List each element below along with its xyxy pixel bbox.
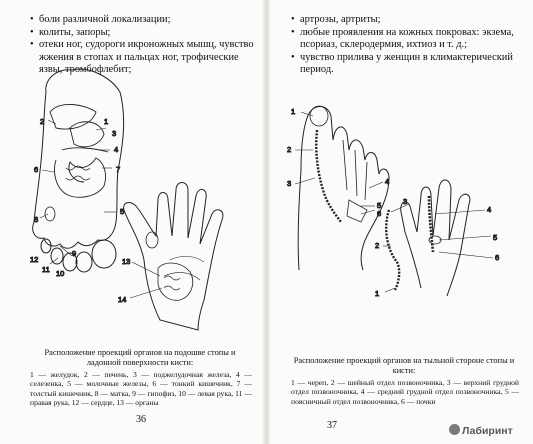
big-toe: [92, 240, 116, 268]
palm-organs: [158, 263, 193, 300]
bullet-item: • любые проявления на кожных покровах: экзема, псориаз, склеродермия, ихтиоз и т. д.;: [291, 27, 523, 52]
palm-outline: [124, 183, 223, 331]
label-10: 10: [56, 269, 65, 278]
toe: [76, 252, 92, 272]
label-1: 1: [375, 289, 380, 298]
figure-caption: Расположение проекций органов на тыльной стороне стопы и кисти:: [293, 356, 515, 375]
foot-sole-outline: [33, 69, 124, 248]
label-5: 5: [120, 207, 125, 216]
figure-legend: 1 — череп, 2 — шейный отдел позвоночника, 3 — верхний грудной отдел позвоночника, 4 — средний грудной отдел позвоночника, 5 — поясничный отдел позвоночника, 6 — почки: [291, 378, 519, 406]
page-number: 37: [327, 420, 337, 431]
bullet-item: • отеки ног, судороги икроножных мышц, чувство жжения в стопах и пальцах ног, трофические язвы, тромбофлебит;: [30, 39, 258, 77]
label-1: 1: [291, 107, 296, 116]
bullet-item: • колиты, запоры;: [30, 27, 258, 40]
label-6: 6: [34, 165, 39, 174]
spine-on-foot: [316, 130, 341, 222]
hand-dorsum-outline: [401, 180, 470, 296]
page-number: 36: [136, 414, 146, 425]
label-2: 2: [287, 145, 292, 154]
spine-on-wrist: [386, 210, 399, 290]
label-6: 6: [495, 253, 500, 262]
label-4: 4: [385, 177, 390, 186]
intestine-coils: [66, 166, 90, 180]
label-13: 13: [122, 257, 131, 266]
label-2: 2: [375, 241, 380, 250]
label-3: 3: [403, 197, 408, 206]
label-14: 14: [118, 295, 127, 304]
label-3: 3: [287, 179, 292, 188]
label-2: 2: [40, 117, 45, 126]
label-7: 7: [116, 165, 121, 174]
label-1: 1: [104, 117, 109, 126]
label-8: 8: [34, 215, 39, 224]
bullet-item: • чувство прилива у женщин в климактерический период.: [291, 52, 523, 77]
label-12: 12: [30, 255, 39, 264]
book-gutter: [262, 0, 271, 444]
watermark-logo: [449, 424, 513, 437]
label-4: 4: [487, 205, 492, 214]
label-4: 4: [114, 145, 119, 154]
palm-organ-coils: [164, 276, 180, 290]
label-3: 3: [112, 129, 117, 138]
watermark-text: Лабиринт: [462, 425, 513, 437]
bullet-item: • артрозы, артриты;: [291, 14, 523, 27]
label-11: 11: [42, 265, 50, 274]
toe: [41, 239, 51, 253]
right-page: [271, 0, 533, 444]
label-5: 5: [493, 233, 498, 242]
figure-caption: Расположение проекций органов на подошве стопы и ладонной поверхности кисти:: [44, 348, 236, 367]
stomach-shape: [70, 122, 104, 147]
bullet-item: • боли различной локализации;: [30, 14, 258, 27]
label-5: 5: [377, 201, 382, 210]
palm-head-figure: [146, 232, 158, 248]
label-9: 9: [72, 249, 77, 258]
intestine-shape: [54, 158, 105, 197]
uterus-shape: [45, 207, 55, 221]
label-6: 6: [377, 209, 382, 218]
left-page: [0, 0, 262, 444]
figure-legend: 1 — желудок, 2 — печень, 3 — поджелудочная железа, 4 — селезенка, 5 — молочные железы, 6 — тонкий кишечник, 7 — толстый кишечник, 8 — матка, 9 — гипофиз, 10 — левая рука, 11 — правая рука, 12 — сердце, 13 — органы: [30, 370, 252, 408]
labyrinth-logo-icon: [449, 424, 460, 435]
